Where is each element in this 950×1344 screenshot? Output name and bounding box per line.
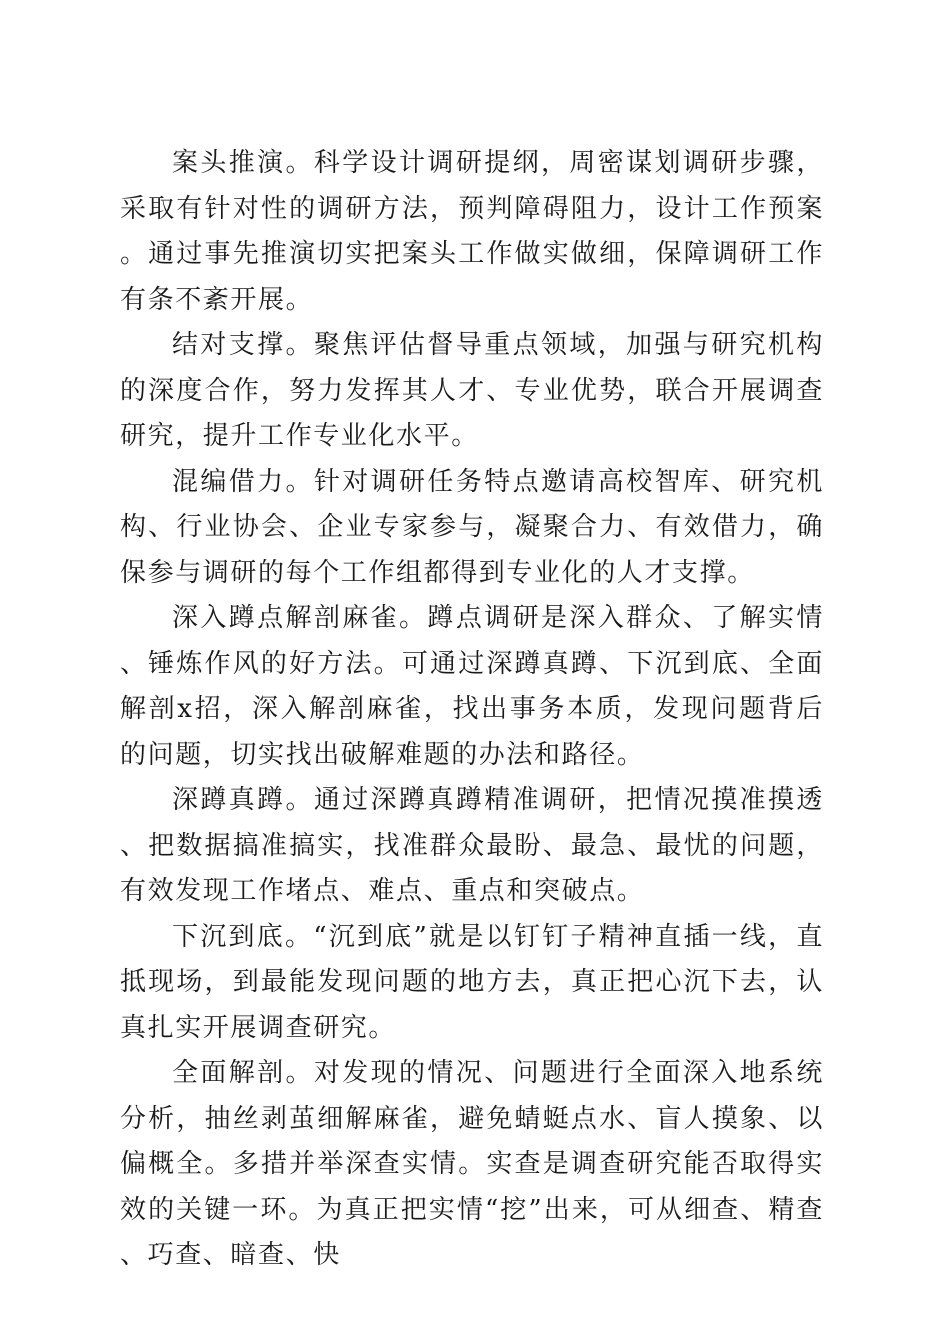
paragraph-deep-stay: 深蹲真蹲。通过深蹲真蹲精准调研，把情况摸准摸透、把数据搞准搞实，找准群众最盼、最急、最忧的问题，有效发现工作堵点、难点、重点和突破点。 bbox=[120, 785, 824, 906]
paragraph-mixed-teams: 混编借力。针对调研任务特点邀请高校智库、研究机构、行业协会、企业专家参与，凝聚合力、有效借力，确保参与调研的每个工作组都得到专业化的人才支撑。 bbox=[120, 466, 824, 588]
paragraph-paired-support: 结对支撑。聚焦评估督导重点领域，加强与研究机构的深度合作，努力发挥其人才、专业优势，联合开展调查研究，提升工作专业化水平。 bbox=[120, 330, 824, 451]
paragraph-desk-rehearsal: 案头推演。科学设计调研提纲，周密谋划调研步骤，采取有针对性的调研方法，预判障碍阻力，设计工作预案。通过事先推演切实把案头工作做实做细，保障调研工作有条不紊开展。 bbox=[120, 148, 824, 315]
paragraph-on-site-dissection: 深入蹲点解剖麻雀。蹲点调研是深入群众、了解实情、锤炼作风的好方法。可通过深蹲真蹲、下沉到底、全面解剖x招，深入解剖麻雀，找出事务本质，发现问题背后的问题，切实找出破解难题的办法和路径。 bbox=[120, 603, 824, 770]
document-page bbox=[120, 141, 824, 1279]
paragraph-full-dissection: 全面解剖。对发现的情况、问题进行全面深入地系统分析，抽丝剥茧细解麻雀，避免蜻蜓点水、盲人摸象、以偏概全。多措并举深查实情。实查是调查研究能否取得实效的关键一环。为真正把实情“挖”出来，可从细查、精查、巧查、暗查、快 bbox=[120, 1058, 824, 1270]
paragraph-sink-to-bottom: 下沉到底。“沉到底”就是以钉钉子精神直插一线，直抵现场，到最能发现问题的地方去，真正把心沉下去，认真扎实开展调查研究。 bbox=[120, 921, 824, 1043]
